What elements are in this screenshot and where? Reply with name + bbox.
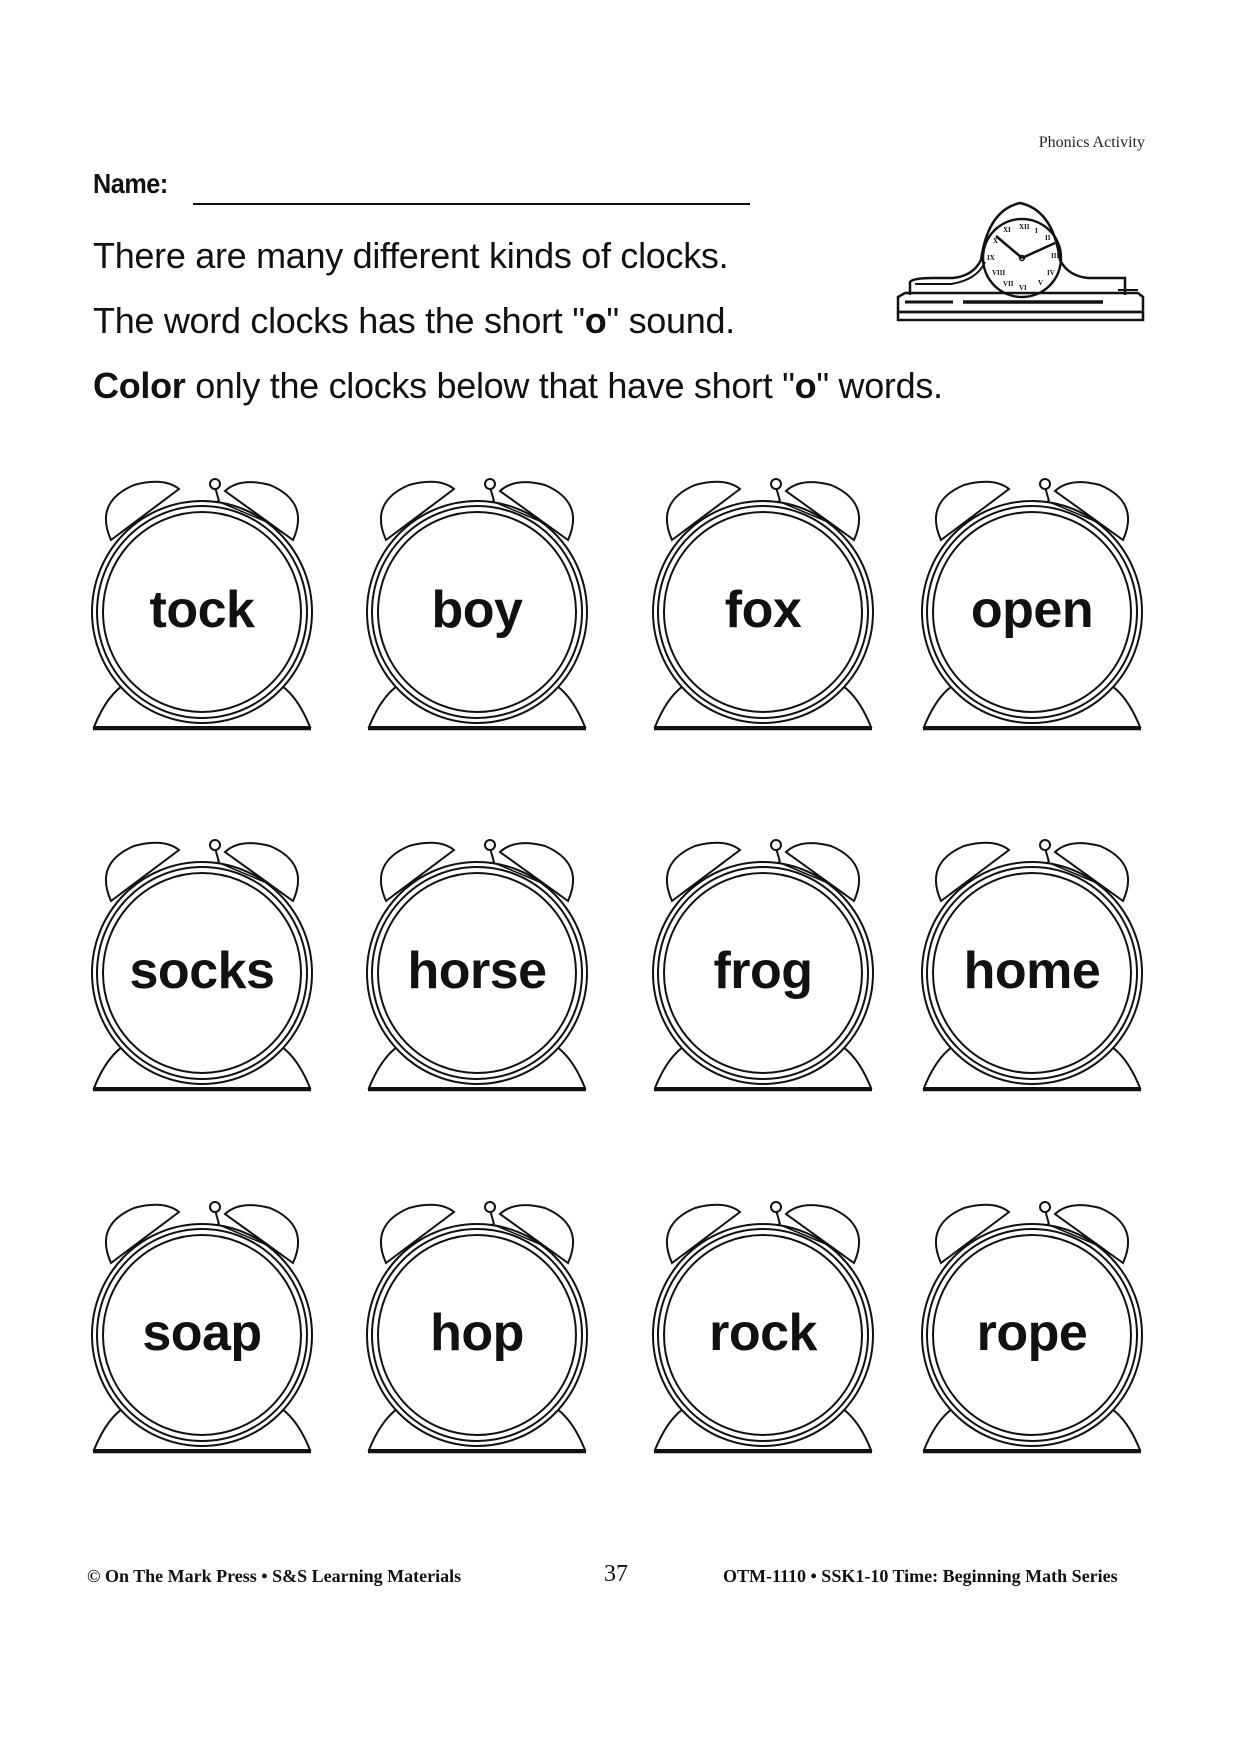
clock-word: fox — [724, 581, 802, 639]
footer-copyright: © On The Mark Press • S&S Learning Materials — [87, 1566, 462, 1586]
svg-text:VI: VI — [1019, 284, 1027, 292]
instruction-text: " words. — [816, 365, 943, 406]
name-label: Name: — [93, 168, 168, 199]
alarm-clock-rope[interactable] — [919, 1200, 1145, 1462]
alarm-clock-rock[interactable] — [650, 1200, 876, 1462]
alarm-clock-horse[interactable] — [364, 838, 590, 1100]
svg-text:IX: IX — [987, 254, 995, 262]
clock-word: rock — [709, 1304, 817, 1362]
clock-word: hop — [430, 1304, 524, 1362]
svg-text:II: II — [1045, 234, 1051, 242]
svg-text:VII: VII — [1003, 280, 1014, 288]
alarm-clock-home[interactable] — [919, 838, 1145, 1100]
page-number: 37 — [604, 1561, 628, 1587]
emphasis-word: Color — [93, 365, 186, 406]
svg-text:X: X — [993, 237, 999, 245]
svg-text:XI: XI — [1003, 226, 1011, 234]
clock-word: home — [963, 942, 1101, 1000]
instruction-text: There are many different kinds of clocks. — [93, 235, 729, 276]
alarm-clock-fox[interactable] — [650, 477, 876, 739]
svg-text:IV: IV — [1047, 269, 1055, 277]
alarm-clock-socks[interactable] — [89, 838, 315, 1100]
clock-word: horse — [407, 942, 547, 1000]
alarm-clock-frog[interactable] — [650, 838, 876, 1100]
svg-text:I: I — [1035, 227, 1038, 235]
mantel-clock-icon — [893, 200, 1148, 330]
clock-word: frog — [713, 942, 813, 1000]
svg-text:III: III — [1051, 252, 1060, 260]
instruction-line-3 — [93, 365, 943, 407]
footer-series: OTM-1110 • SSK1-10 Time: Beginning Math Series — [723, 1566, 1118, 1586]
section-label: Phonics Activity — [1038, 134, 1145, 151]
instruction-text: only the clocks below that have short " — [185, 365, 795, 406]
clock-word: socks — [129, 942, 275, 1000]
instruction-text: " sound. — [606, 300, 735, 341]
alarm-clock-tock[interactable] — [89, 477, 315, 739]
instruction-line-1 — [93, 235, 728, 277]
emphasis-letter: o — [584, 300, 607, 341]
clock-word: soap — [142, 1304, 262, 1362]
alarm-clock-hop[interactable] — [364, 1200, 590, 1462]
instruction-text: The word clocks has the short " — [93, 300, 585, 341]
clock-word: rope — [976, 1304, 1088, 1362]
instruction-line-2 — [93, 300, 735, 342]
alarm-clock-soap[interactable] — [89, 1200, 315, 1462]
emphasis-letter: o — [794, 365, 817, 406]
clock-word: boy — [431, 581, 523, 639]
alarm-clock-boy[interactable] — [364, 477, 590, 739]
clock-word: open — [970, 581, 1094, 639]
clock-word: tock — [149, 581, 255, 639]
svg-text:XII: XII — [1019, 223, 1030, 231]
name-field[interactable] — [193, 203, 750, 205]
alarm-clock-open[interactable] — [919, 477, 1145, 739]
svg-text:VIII: VIII — [992, 269, 1006, 277]
svg-text:V: V — [1038, 279, 1044, 287]
